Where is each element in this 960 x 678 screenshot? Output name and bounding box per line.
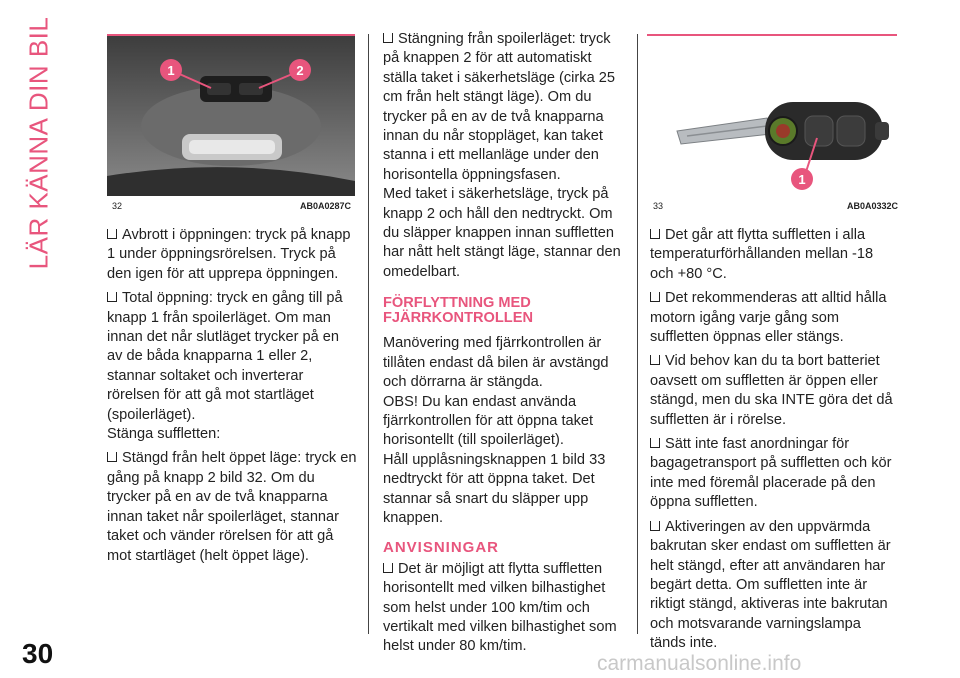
text-column-2	[383, 30, 628, 662]
callout-2-label: 2	[296, 63, 304, 78]
roof-console-illustration	[107, 36, 355, 196]
paragraph: Det är möjligt att flytta suffletten horisontellt med vilken bilhastighet som helst under 100 km/tim och vertikalt med vilken bilhastighet som helst under 80 km/tim.	[383, 560, 617, 655]
bullet-icon	[383, 33, 393, 43]
paragraph: Det rekommenderas att alltid hålla motorn igång varje gång som suffletten öppnas eller stängs.	[650, 290, 887, 346]
paragraph: Aktiveringen av den uppvärmda bakrutan sker endast om suffletten är helt stängd, efter att användaren har begärt detta. Om suffletten inte är riktigt stängd, aktiveras inte bakrutan och motsvarande varningslampa tänds inte.	[650, 518, 891, 652]
paragraph: Håll upplåsningsknappen 1 bild 33 nedtryckt för att öppna taket. Det stannar så snart du släpper upp knappen.	[383, 451, 606, 526]
paragraph: Det går att flytta suffletten i alla temperaturförhållanden mellan -18 och +80 °C.	[650, 227, 874, 282]
paragraph: Med taket i säkerhetsläge, tryck på knapp 2 och håll den nedtryckt. Om du släpper knappen innan suffletten har nått helt stängt läge, stannar den omedelbart.	[383, 186, 621, 280]
section-heading: ANVISNINGAR	[383, 539, 500, 557]
section-heading: FÖRFLYTTNING MED FJÄRRKONTROLLEN	[383, 295, 533, 327]
remote-key-illustration	[647, 36, 897, 196]
paragraph: OBS! Du kan endast använda fjärrkontrollen för att öppna taket horisontellt (till spoilerläget).	[383, 393, 594, 449]
chapter-side-title: LÄR KÄNNA DIN BIL	[23, 16, 54, 270]
text-column-1	[107, 226, 357, 571]
bullet-icon	[107, 452, 117, 462]
bullet-icon	[650, 292, 660, 302]
column-divider	[368, 34, 369, 634]
callout-1-label: 1	[798, 172, 806, 187]
paragraph: Sätt inte fast anordningar för bagagetransport på suffletten och kör inte med föremål placerade på den öppna suffletten.	[650, 436, 892, 511]
figure-32-image	[107, 36, 355, 196]
paragraph: Stänga suffletten:	[107, 426, 221, 443]
paragraph: Stängd från helt öppet läge: tryck en gång på knapp 2 bild 32. Om du trycker på en av de två knapparna innan taket når spoilerläget, stannar taket och vänder rörelsen för att gå mot startläget (helt öppet läge).	[107, 450, 357, 564]
paragraph: Stängning från spoilerläget: tryck på knappen 2 för att automatiskt ställa taket i säkerhetsläge (cirka 25 cm från helt stängt läge). Om du trycker på en av de två knapparna innan du når stoppläget, kan taket stanna i ett mellanläge under den horisontella öppningsfasen.	[383, 31, 615, 183]
figure-32-number: 32	[112, 201, 123, 211]
bullet-icon	[107, 292, 117, 302]
paragraph: Vid behov kan du ta bort batteriet oavsett om suffletten är öppen eller stängd, men du ska INTE göra det då suffletten är i rörelse.	[650, 353, 893, 428]
paragraph: Total öppning: tryck en gång till på knapp 1 från spoilerläget. Om man innan det når slutläget trycker på en av de båda knapparna 1 eller 2, stannar soltaket och inverterar rörelsen för att gå mot startläget (spoilerläget).	[107, 290, 343, 423]
watermark: carmanualsonline.info	[597, 652, 802, 675]
paragraph: Avbrott i öppningen: tryck på knapp 1 under öppningsrörelsen. Tryck på den igen för att upprepa öppningen.	[107, 227, 351, 282]
figure-33-image	[647, 36, 897, 196]
bullet-icon	[650, 521, 660, 531]
bullet-icon	[650, 229, 660, 239]
text-column-3	[650, 226, 900, 659]
bullet-icon	[650, 355, 660, 365]
bullet-icon	[383, 563, 393, 573]
page-number: 30	[22, 638, 54, 669]
paragraph: Manövering med fjärrkontrollen är tillåten endast då bilen är avstängd och dörrarna är stängda.	[383, 335, 609, 391]
figure-33-code: AB0A0332C	[847, 201, 899, 211]
bullet-icon	[650, 438, 660, 448]
callout-1-label: 1	[167, 63, 175, 78]
bullet-icon	[107, 229, 117, 239]
column-divider	[637, 34, 638, 634]
figure-32-code: AB0A0287C	[300, 201, 352, 211]
figure-33-number: 33	[653, 201, 664, 211]
